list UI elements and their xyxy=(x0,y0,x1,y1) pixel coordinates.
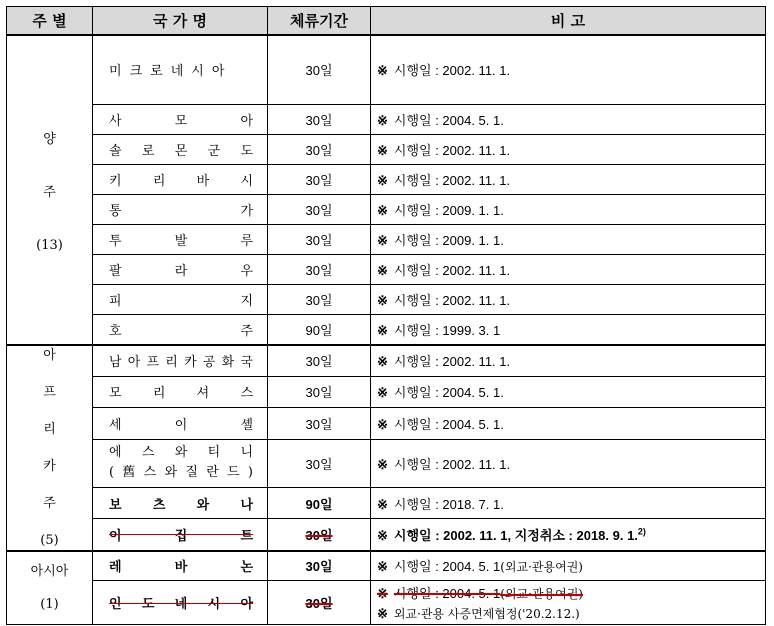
country-name-cell xyxy=(93,165,268,195)
table-row xyxy=(7,135,766,165)
table-row xyxy=(7,376,766,408)
country-name-char: 피 xyxy=(109,294,122,309)
country-name-char: 아 xyxy=(211,64,225,80)
remarks-cell xyxy=(371,487,766,519)
country-name-char: 보 xyxy=(109,497,122,513)
country-name-cell xyxy=(93,105,268,135)
country-name-char: 니 xyxy=(240,445,253,461)
table-row xyxy=(7,519,766,551)
country-name-char: 도 xyxy=(141,597,155,612)
reference-mark-icon: ※ xyxy=(377,385,388,401)
country-name-cell xyxy=(93,376,268,408)
remarks-cell xyxy=(371,285,766,315)
remarks-cell xyxy=(371,105,766,135)
country-name-char: 팔 xyxy=(109,264,122,279)
country-name-char: 란 xyxy=(206,465,219,481)
country-name-char: 네 xyxy=(174,597,188,612)
header-continent: 주 별 xyxy=(7,7,93,35)
stay-days-cell: 30일 xyxy=(268,105,371,135)
effective-date-text: 시행일 : 2002. 11. 1. xyxy=(393,456,511,472)
reference-mark-icon: ※ xyxy=(377,606,388,621)
effective-date-text: 시행일 : 2002. 11. 1. xyxy=(393,354,511,369)
reference-mark-icon: ※ xyxy=(377,354,388,369)
country-name-cell xyxy=(93,408,268,440)
table-row xyxy=(7,315,766,345)
continent-cell xyxy=(7,35,93,345)
country-name-char: 가 xyxy=(240,204,253,219)
stay-days-cell: 30일 xyxy=(268,408,371,440)
country-name-char: 츠 xyxy=(152,497,166,513)
country-name-char: 리 xyxy=(152,386,166,402)
reference-mark-icon: ※ xyxy=(377,527,388,543)
remarks-cell xyxy=(371,35,766,105)
effective-date-text: 시행일 : 2002. 11. 1. xyxy=(393,143,511,158)
header-stay-period: 체류기간 xyxy=(268,7,371,35)
continent-cell xyxy=(7,551,93,625)
footnote-mark: 2) xyxy=(637,526,646,537)
country-name-char: 사 xyxy=(109,114,122,129)
reference-mark-icon: ※ xyxy=(377,113,388,128)
country-name-char: 舊 xyxy=(122,465,136,481)
country-name-char: 로 xyxy=(141,144,155,159)
country-name-char: 호 xyxy=(109,323,122,339)
country-name-char: 통 xyxy=(109,204,122,219)
country-name-char: 시 xyxy=(191,64,204,80)
continent-label: 주 xyxy=(43,495,56,511)
header-row xyxy=(7,7,766,35)
country-name-char: 우 xyxy=(240,264,253,279)
continent-label: 양 xyxy=(43,132,56,147)
effective-date-text: 시행일 : 2002. 11. 1. xyxy=(393,293,511,308)
continent-label: (1) xyxy=(40,596,59,612)
stay-days-cell: 30일 xyxy=(268,551,371,581)
reference-mark-icon: ※ xyxy=(377,293,388,308)
country-name-cell xyxy=(93,255,268,285)
country-name-cell xyxy=(93,195,268,225)
continent-label: (5) xyxy=(40,532,59,548)
country-name-char: 키 xyxy=(109,174,122,189)
country-name-cell xyxy=(93,519,268,551)
country-name-char: 도 xyxy=(240,144,253,159)
country-name-char: 시 xyxy=(240,174,253,189)
continent-label: 프 xyxy=(43,384,56,400)
stay-days-cell: 30일 xyxy=(268,285,371,315)
effective-date-text: 시행일 : 2004. 5. 1 xyxy=(393,586,501,601)
country-name-char: 세 xyxy=(109,417,122,433)
continent-label: (13) xyxy=(36,238,63,253)
passport-type-text: (외교·관용여권) xyxy=(500,587,583,601)
country-name-char: 스 xyxy=(141,445,155,461)
continent-label: 리 xyxy=(43,421,56,437)
effective-date-text: 시행일 : 2009. 1. 1. xyxy=(393,233,504,248)
country-name-cell xyxy=(93,35,268,105)
country-name-char: 시 xyxy=(207,597,221,612)
stay-days-cell: 90일 xyxy=(268,487,371,519)
country-name-char: 티 xyxy=(207,445,221,461)
country-name-char: 나 xyxy=(240,497,253,513)
stay-days-cell: 30일 xyxy=(268,225,371,255)
reference-mark-icon: ※ xyxy=(377,173,388,188)
continent-label: 아시아 xyxy=(30,563,69,579)
country-name-char: 남 xyxy=(109,355,122,370)
country-name-cell xyxy=(93,315,268,345)
country-name-char: 지 xyxy=(240,294,253,309)
country-name-char: 로 xyxy=(150,64,163,80)
continent-label: 주 xyxy=(43,185,56,200)
passport-type-text: (외교·관용여권) xyxy=(500,560,583,575)
country-name-char: 에 xyxy=(109,445,122,461)
effective-date-text: 시행일 : 2002. 11. 1. xyxy=(393,263,511,278)
table-row xyxy=(7,225,766,255)
stay-days-cell: 30일 xyxy=(268,35,371,105)
country-name-char: 아 xyxy=(240,597,253,612)
header-country: 국 가 명 xyxy=(93,7,268,35)
effective-date-text: 시행일 : 2018. 7. 1. xyxy=(393,496,504,512)
country-name-cell xyxy=(93,345,268,377)
reference-mark-icon: ※ xyxy=(377,63,388,79)
country-name-cell xyxy=(93,581,268,625)
stay-days-cell: 30일 xyxy=(268,195,371,225)
country-name-char: 바 xyxy=(174,560,188,576)
stay-days-cell: 30일 xyxy=(268,255,371,285)
country-name-char: 바 xyxy=(196,174,210,189)
table-row xyxy=(7,285,766,315)
reference-mark-icon: ※ xyxy=(377,233,388,248)
country-name-cell xyxy=(93,551,268,581)
country-name-char: 셸 xyxy=(240,417,253,433)
country-name-char: 크 xyxy=(129,64,143,80)
table-row xyxy=(7,255,766,285)
country-name-char: 리 xyxy=(152,174,166,189)
effective-date-text: 시행일 : 2009. 1. 1. xyxy=(393,203,504,218)
reference-mark-icon: ※ xyxy=(377,263,388,278)
table-row xyxy=(7,408,766,440)
remarks-cell xyxy=(371,165,766,195)
country-name-char: 이 xyxy=(174,417,188,433)
country-name-char: 루 xyxy=(240,234,253,249)
country-name-char: ( xyxy=(109,465,115,481)
continent-cell xyxy=(7,345,93,551)
country-name-char: 드 xyxy=(227,465,240,481)
remarks-cell xyxy=(371,225,766,255)
country-name-char: 군 xyxy=(207,144,221,159)
header-remarks: 비 고 xyxy=(371,7,766,35)
agreement-text: 외교·관용 사증면제협정('20.2.12.) xyxy=(393,607,580,621)
remarks-cell xyxy=(371,376,766,408)
table-row xyxy=(7,581,766,625)
stay-days-cell: 90일 xyxy=(268,315,371,345)
country-name-cell xyxy=(93,225,268,255)
country-name-char: 프 xyxy=(146,355,160,370)
remarks-cell xyxy=(371,255,766,285)
table-row xyxy=(7,165,766,195)
remarks-cell xyxy=(371,581,766,625)
country-name-char: 미 xyxy=(109,64,122,80)
country-name-cell xyxy=(93,285,268,315)
remarks-cell xyxy=(371,195,766,225)
stay-days-cell: 30일 xyxy=(268,345,371,377)
stay-days-cell: 30일 xyxy=(268,439,371,487)
country-name-cell xyxy=(93,487,268,519)
country-name-char: 투 xyxy=(109,234,122,249)
remarks-cell xyxy=(371,135,766,165)
country-name-char: 아 xyxy=(127,355,141,370)
country-name-cell xyxy=(93,439,268,487)
remarks-cell xyxy=(371,439,766,487)
reference-mark-icon: ※ xyxy=(377,456,388,472)
reference-mark-icon: ※ xyxy=(377,586,388,601)
country-name-char: 모 xyxy=(174,114,188,129)
country-name-char: 리 xyxy=(165,355,178,370)
country-name-char: 집 xyxy=(174,528,188,544)
reference-mark-icon: ※ xyxy=(377,203,388,218)
reference-mark-icon: ※ xyxy=(377,496,388,512)
effective-date-text: 시행일 : 2004. 5. 1 xyxy=(393,559,501,575)
table-row xyxy=(7,195,766,225)
stay-days-cell: 30일 xyxy=(268,519,371,551)
effective-date-text: 시행일 : 2004. 5. 1. xyxy=(393,113,504,128)
country-name-char: 아 xyxy=(240,114,253,129)
table-row xyxy=(7,487,766,519)
country-name-char: ) xyxy=(247,465,253,481)
table-row xyxy=(7,345,766,377)
country-name-char: 질 xyxy=(185,465,198,481)
country-name-char: 와 xyxy=(174,445,188,461)
effective-date-text: 시행일 : 2002. 11. 1. xyxy=(393,173,511,188)
country-name-char: 화 xyxy=(221,355,235,370)
country-name-char: 발 xyxy=(174,234,188,249)
continent-label: 카 xyxy=(43,458,56,474)
effective-date-text: 시행일 : 2004. 5. 1. xyxy=(393,416,504,432)
country-name-char: 라 xyxy=(174,264,188,279)
stay-days-cell: 30일 xyxy=(268,376,371,408)
reference-mark-icon: ※ xyxy=(377,322,388,338)
country-name-cell xyxy=(93,135,268,165)
country-name-char: 주 xyxy=(240,323,253,339)
remarks-cell xyxy=(371,519,766,551)
country-name-char: 이 xyxy=(109,528,122,544)
country-name-char: 스 xyxy=(240,386,253,402)
remarks-cell xyxy=(371,408,766,440)
table-row xyxy=(7,35,766,105)
table-row xyxy=(7,439,766,487)
remarks-cell xyxy=(371,551,766,581)
stay-days-cell: 30일 xyxy=(268,165,371,195)
country-name-char: 모 xyxy=(109,386,122,402)
remarks-cell xyxy=(371,345,766,377)
country-name-char: 와 xyxy=(164,465,178,481)
stay-days-cell: 30일 xyxy=(268,581,371,625)
visa-waiver-table xyxy=(6,6,766,625)
country-name-char: 논 xyxy=(240,560,253,576)
country-name-char: 와 xyxy=(196,497,210,513)
remarks-cell xyxy=(371,315,766,345)
table-row xyxy=(7,551,766,581)
stay-days-cell: 30일 xyxy=(268,135,371,165)
effective-date-text: 시행일 : 2004. 5. 1. xyxy=(393,385,504,401)
country-name-char: 솔 xyxy=(109,144,122,159)
country-name-char: 인 xyxy=(109,597,122,612)
table-row xyxy=(7,105,766,135)
effective-date-text: 시행일 : 1999. 3. 1 xyxy=(393,322,501,338)
country-name-char: 레 xyxy=(109,560,122,576)
effective-date-text: 시행일 : 2002. 11. 1, 지정취소 : 2018. 9. 1. xyxy=(393,527,638,543)
country-name-char: 트 xyxy=(240,528,253,544)
country-name-char: 몬 xyxy=(174,144,188,159)
reference-mark-icon: ※ xyxy=(377,143,388,158)
reference-mark-icon: ※ xyxy=(377,416,388,432)
country-name-char: 공 xyxy=(202,355,216,370)
continent-label: 아 xyxy=(43,347,56,363)
country-name-char: 스 xyxy=(143,465,157,481)
country-name-char: 국 xyxy=(240,355,253,370)
effective-date-text: 시행일 : 2002. 11. 1. xyxy=(393,63,511,79)
country-name-char: 셔 xyxy=(196,386,210,402)
country-name-char: 카 xyxy=(184,355,197,370)
reference-mark-icon: ※ xyxy=(377,559,388,575)
country-name-char: 네 xyxy=(170,64,184,80)
